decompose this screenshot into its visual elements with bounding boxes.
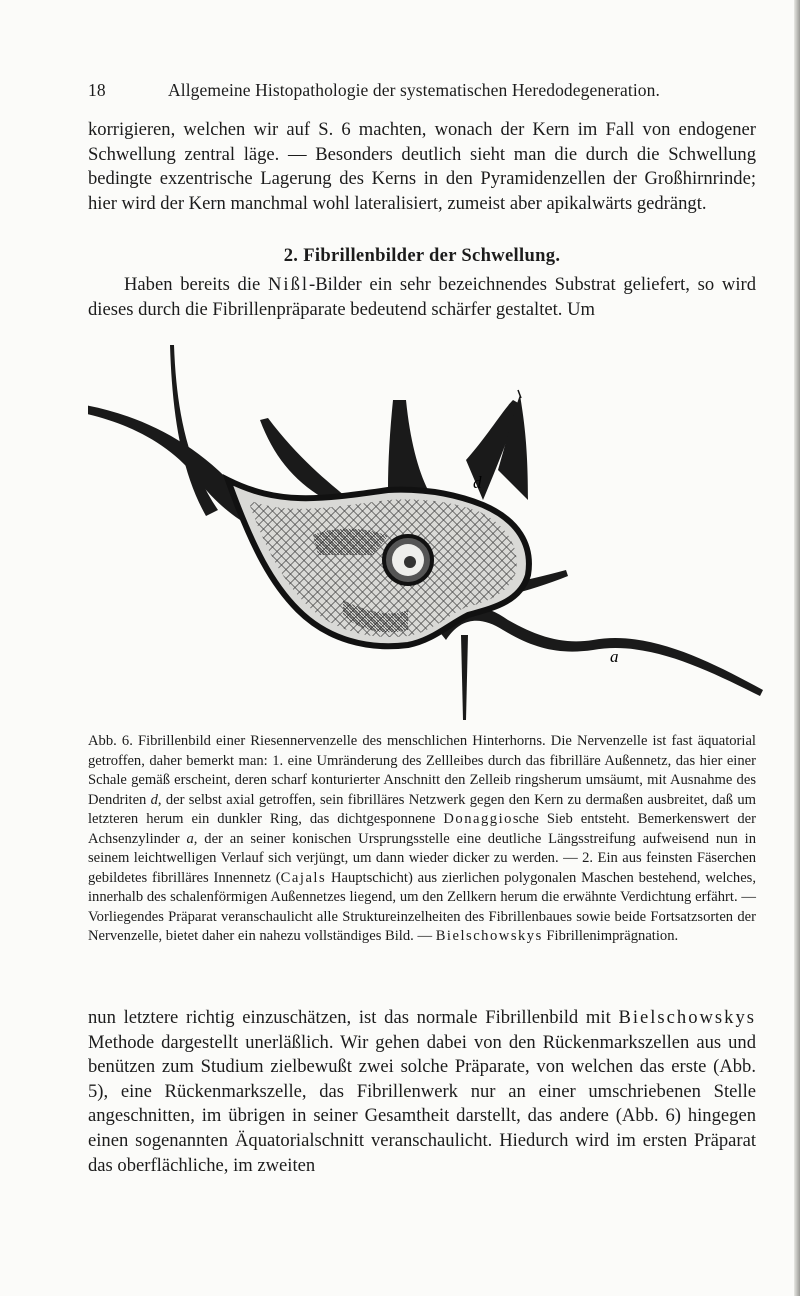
nerve-cell-illustration <box>88 340 768 730</box>
author-name-cajal: Cajals <box>280 869 327 886</box>
page-edge-shadow <box>794 0 800 1296</box>
label-a: a <box>610 647 619 666</box>
figure-caption <box>88 732 756 947</box>
author-name-nissl: Nißl <box>267 274 310 295</box>
caption-part-5: Hauptschicht) aus zierlichen polygonalen Maschen bestehend, welches, innerhalb des schalenförmigen Außennetzes liegend, um den Zellkern herum die erwähnte Verdichtung erfährt. — Vorliegendes Präparat veranschaulicht alle Struktureinzelheiten des Fibrillenbaues sowie beide Fortsatzsorten der Nervenzelle, bietet daher ein nahezu vollständiges Bild. — <box>88 869 757 944</box>
paragraph-3-start: nun letztere richtig einzuschätzen, ist das normale Fibrillenbild mit <box>88 1007 619 1028</box>
paragraph-1: korrigieren, welchen wir auf S. 6 machten, wonach der Kern im Fall von endogener Schwellung zentral läge. — Besonders deutlich sieht man die durch die Schwellung bedingte exzentrische Lagerung des Kerns in den Pyramidenzellen der Großhirnrinde; hier wird der Kern manchmal wohl lateralisiert, zumeist aber apikalwärts gedrängt. <box>88 119 756 214</box>
caption-part-4: , der an seiner konischen Ursprungsstelle eine deutliche Längsstreifung aufweisend nun in seinem leichtwelligen Verlauf sich verjüngt, um dann wieder dicker zu werden. — 2. Ein aus feinsten Fäserchen gebildetes fibrilläres Innennetz ( <box>88 830 756 886</box>
caption-italic-d: d <box>150 791 158 808</box>
paragraph-2-end: -Bilder ein sehr bezeichnendes Substrat geliefert, so wird dieses durch die Fibrillenpräparate bedeutend schärfer gestaltet. Um <box>88 274 756 320</box>
caption-italic-a: a <box>186 830 194 847</box>
paragraph-2 <box>88 273 756 322</box>
figure-nerve-cell <box>88 340 768 730</box>
label-d: d <box>473 473 482 492</box>
paragraph-2-start: Haben bereits die <box>124 274 268 295</box>
author-name-donaggio: Donaggio <box>443 811 513 827</box>
section-title: 2. Fibrillenbilder der Schwellung. <box>283 245 561 266</box>
caption-part-2: , der selbst axial getroffen, sein fibrilläres Netzwerk gegen den Kern zu dermaßen ausbreitet, daß um letzteren herum ein dunkler Ring, das dichtgesponnene <box>88 791 756 827</box>
running-title: Allgemeine Histopathologie der systematischen Heredodegeneration. <box>168 80 660 100</box>
author-name-bielschowsky-text: Bielschowskys <box>618 1007 756 1028</box>
caption-part-6: Fibrillenimprägnation. <box>542 928 679 944</box>
author-name-bielschowsky: Bielschowskys <box>435 928 543 944</box>
caption-part-1: Abb. 6. Fibrillenbild einer Riesennervenzelle des menschlichen Hinterhorns. Die Nervenzelle ist fast äquatorial getroffen, daher bemerkt man: 1. eine Umränderung des Zellleibes durch das fibrilläre Außennetz, das hier einer Schale gemäß erscheint, deren scharf konturierter Anschnitt den Zelleib ringsherum umsäumt, mit Ausnahme des Dendriten <box>88 733 756 808</box>
page-number: 18 <box>88 80 106 100</box>
paragraph-3-end: Methode dargestellt unerläßlich. Wir gehen dabei von den Rückenmarkszellen aus und benützen zum Studium zielbewußt zwei solche Präparate, von welchen das erste (Abb. 5), eine Rückenmarkszelle, das Fibrillenwerk nur an einer umschriebenen Stelle angeschnitten, im übrigen in seiner Gesamtheit darstellt, das andere (Abb. 6) hingegen einen sogenannten Äquatorialschnitt veranschaulicht. Hiedurch wird im ersten Präparat das oberflächliche, im zweiten <box>88 1031 756 1176</box>
caption-part-3: sche Sieb entsteht. Bemerkenswert der Achsenzylinder <box>88 811 756 847</box>
paragraph-3 <box>88 1006 756 1178</box>
